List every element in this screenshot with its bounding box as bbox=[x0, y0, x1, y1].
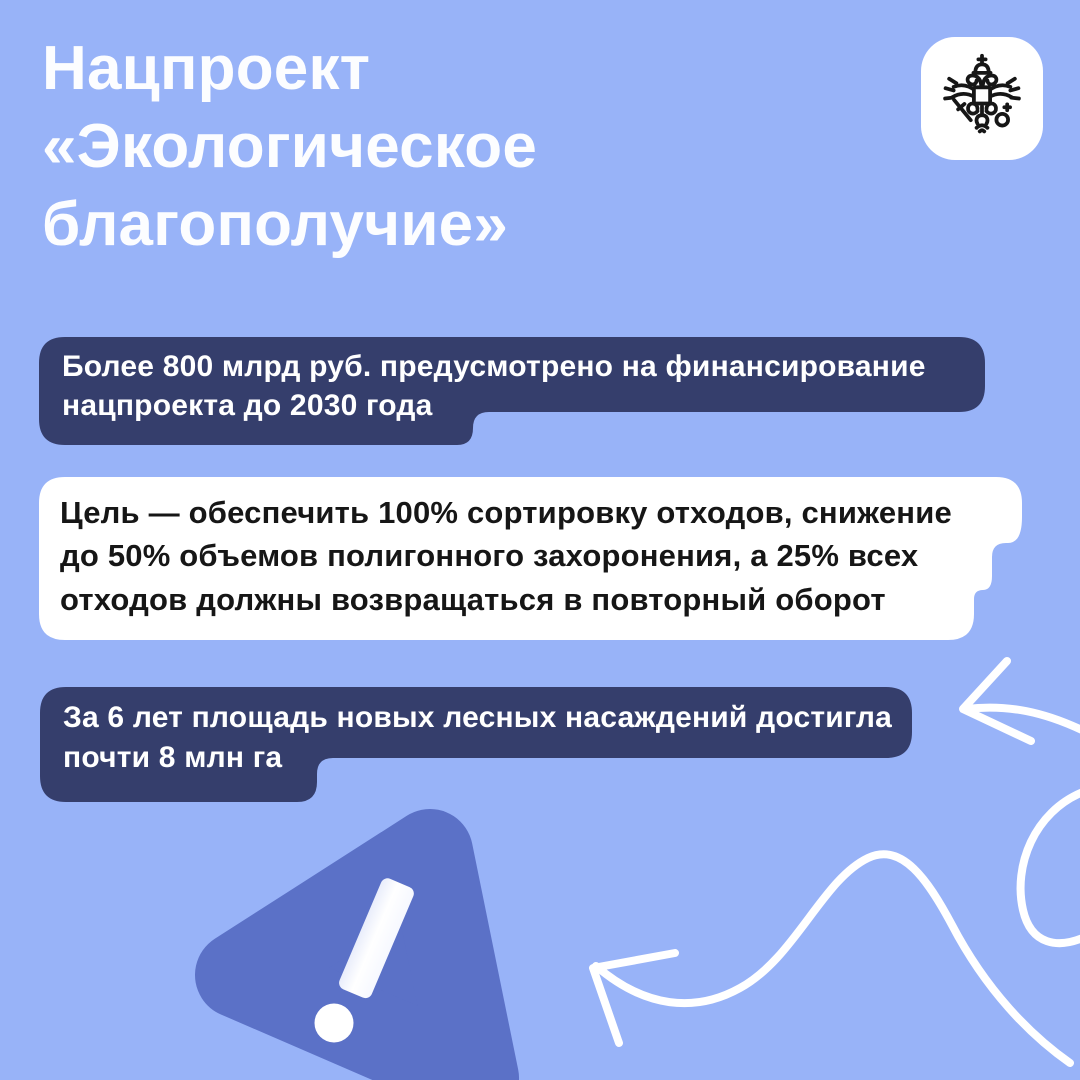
arrow-top-right-shaft bbox=[966, 708, 1080, 732]
fact-goal-line-3: отходов должны возвращаться в повторный оборот bbox=[60, 582, 886, 617]
fact-funding-line-2: нацпроекта до 2030 года bbox=[62, 389, 433, 422]
arrow-squiggle-shaft bbox=[596, 854, 1070, 1063]
title-line-2: «Экологическое bbox=[42, 112, 538, 181]
arrow-squiggle-head bbox=[593, 953, 675, 1043]
fact-funding-line-1: Более 800 млрд руб. предусмотрено на финансирование bbox=[62, 350, 926, 383]
fact-goal-line-1: Цель — обеспечить 100% сортировку отходов, снижение bbox=[60, 495, 952, 530]
arrow-top-right-head bbox=[963, 661, 1031, 741]
government-emblem-tile bbox=[921, 37, 1043, 160]
fact-goal-line-2: до 50% объемов полигонного захоронения, а 25% всех bbox=[60, 538, 919, 573]
title-line-3: благополучие» bbox=[42, 190, 508, 259]
arrow-right-loop bbox=[1021, 792, 1080, 943]
title-line-1: Нацпроект bbox=[42, 34, 371, 103]
page-title bbox=[42, 30, 537, 264]
fact-forest-line-1: За 6 лет площадь новых лесных насаждений достигла bbox=[63, 701, 892, 734]
fact-forest-line-2: почти 8 млн га bbox=[63, 741, 283, 774]
double-headed-eagle-icon bbox=[937, 53, 1027, 145]
exclamation-mark-3d-icon bbox=[238, 852, 476, 1078]
